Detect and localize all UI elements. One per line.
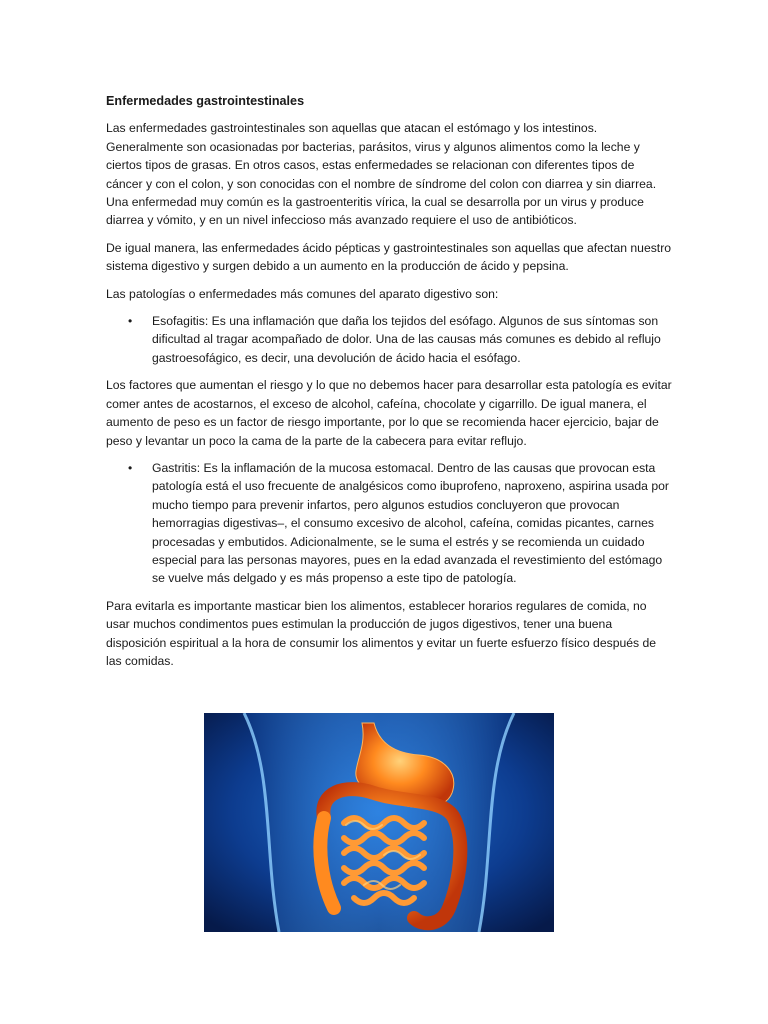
list-item-text: Es la inflamación de la mucosa estomacal. Dentro de las causas que provocan esta patología está el uso frecuente de analgésicos como ibuprofeno, naproxeno, aspirina usada por mucho tiempo para prevenir infartos, pero algunos estudios concluyeron que provocan hemorragias digestivas–, el consumo excesivo de alcohol, cafeína, comidas picantes, carnes procesadas y embutidos. Adicionalmente, se le suma el estrés y se recomienda un cuidado especial para las personas mayores, pues en la edad avanzada el revestimiento del estómago se vuelve más delgado y es más propenso a este tipo de patología. (152, 460, 669, 586)
bullet-icon: • (128, 314, 133, 329)
list-item-term: Gastritis: (152, 460, 201, 475)
digestive-system-svg (204, 713, 554, 932)
digestive-system-illustration (204, 713, 554, 932)
paragraph-prevention: Para evitarla es importante masticar bien los alimentos, establecer horarios regulares de comida, no usar muchos condimentos pues estimulan la producción de jugos digestivos, tener una buena disposición espiritual a la hora de consumir los alimentos y evitar un fuerte esfuerzo físico después de las comidas. (106, 598, 657, 668)
paragraph-intro: Las enfermedades gastrointestinales son aquellas que atacan el estómago y los intestinos. Generalmente son ocasionadas por bacterias, parásitos, virus y algunos alimentos como la leche y ciertos tipos de grasas. En otros casos, estas enfermedades se relacionan con diferentes tipos de cáncer y con el colon, y son conocidas con el nombre de síndrome del colon con diarrea y sin diarrea. Una enfermedad muy común es la gastroenteritis vírica, la cual se desarrolla por un virus y produce diarrea y vómito, y en un nivel infeccioso más avanzado requiere el uso de antibióticos. (106, 121, 657, 228)
document-body (106, 92, 672, 679)
paragraph-acid-peptic: De igual manera, las enfermedades ácido pépticas y gastrointestinales son aquellas que afectan nuestro sistema digestivo y surgen debido a un aumento en la producción de ácido y pepsina. (106, 240, 672, 274)
document-title: Enfermedades gastrointestinales (106, 94, 305, 108)
list-item-text: Es una inflamación que daña los tejidos del esófago. Algunos de sus síntomas son dificultad al tragar acompañado de dolor. Una de las causas más comunes es debido al reflujo gastroesofágico, es decir, una devolución de ácido hacia el esófago. (152, 314, 661, 365)
paragraph-list-intro: Las patologías o enfermedades más comunes del aparato digestivo son: (106, 286, 499, 301)
list-item (106, 312, 672, 367)
paragraph-risk-factors: Los factores que aumentan el riesgo y lo que no debemos hacer para desarrollar esta patología es evitar comer antes de acostarnos, el exceso de alcohol, cafeína, chocolate y cigarrillo. De igual manera, el aumento de peso es un factor de riesgo importante, por lo que se recomienda hacer ejercicio, bajar de peso y levantar un poco la cama de la parte de la cabecera para evitar reflujo. (106, 378, 672, 448)
list-item-term: Esofagitis: (152, 314, 209, 329)
bullet-list-esofagitis (106, 312, 672, 367)
bullet-icon: • (128, 460, 133, 475)
list-item (106, 459, 672, 588)
bullet-list-gastritis (106, 459, 672, 588)
